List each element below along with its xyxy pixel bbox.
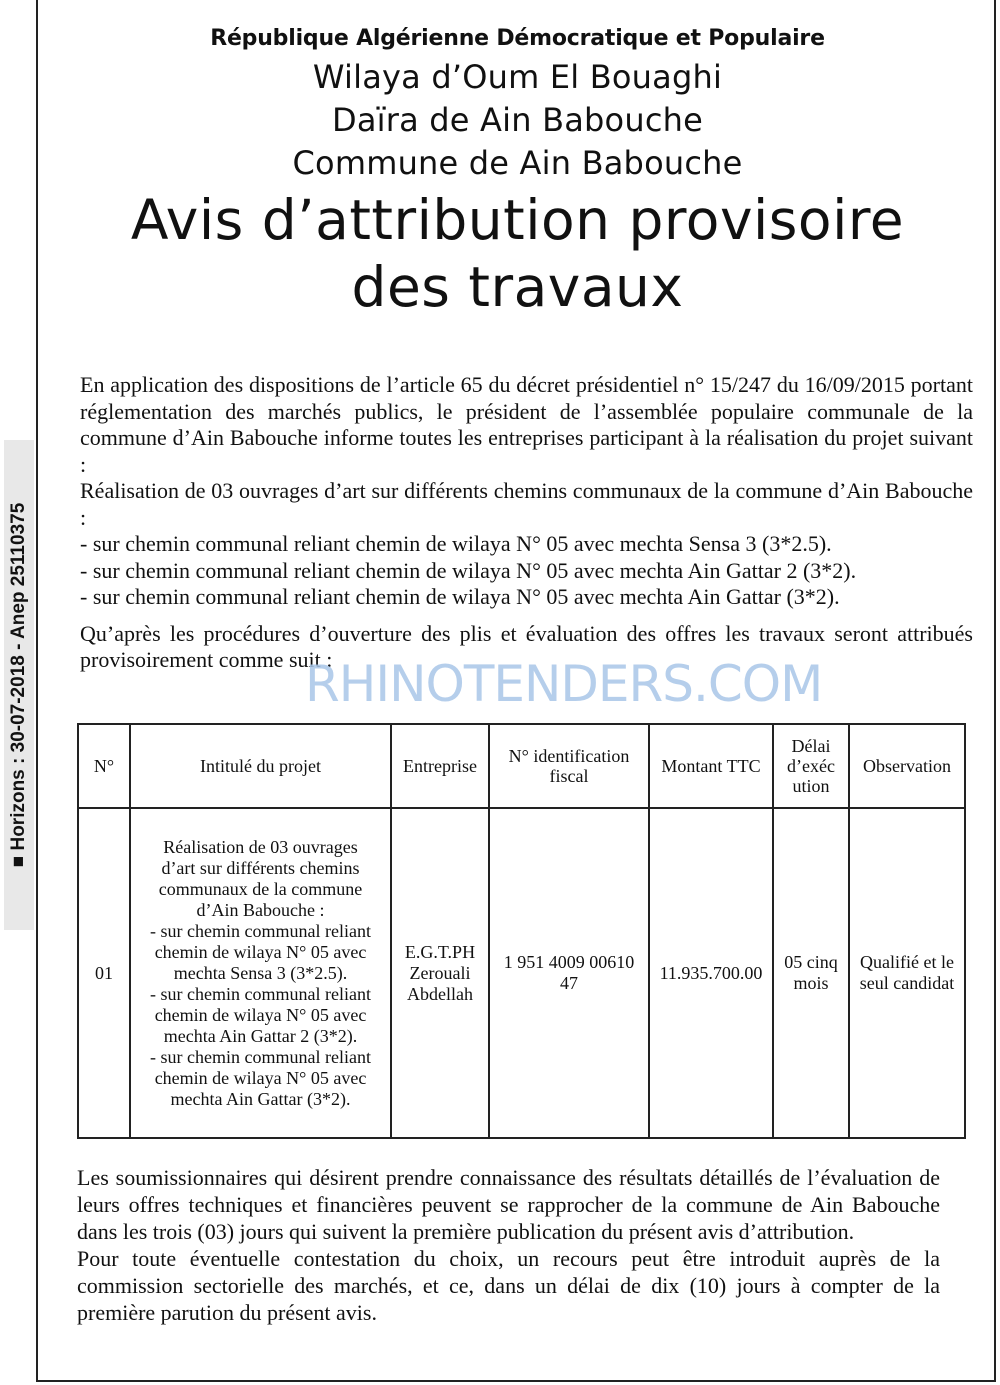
table-header-row: [78, 724, 965, 808]
outro-section: [77, 1164, 940, 1326]
project-line: - sur chemin communal reliant: [150, 920, 371, 941]
project-line: mechta Sensa 3 (3*2.5).: [173, 962, 348, 983]
project-line: chemin de wilaya N° 05 avec: [154, 941, 367, 962]
project-line: mechta Ain Gattar 2 (3*2).: [163, 1025, 358, 1046]
project-line: - sur chemin communal reliant: [150, 1046, 371, 1067]
project-description: Réalisation de 03 ouvrages d’art sur différents chemins communaux de la commune d’Ain Babouche :: [80, 478, 973, 530]
header-number: N°: [78, 724, 130, 808]
cell-observation: Qualifié et le seul candidat: [849, 808, 965, 1138]
results-paragraph: Les soumissionnaires qui désirent prendre connaissance des résultats détaillés de l’évaluation de leurs offres techniques et financières peuvent se rapprocher de la commune de Ain Babouche dans les trois (03) jours qui suivent la première publication du présent avis d’attribution.: [77, 1165, 940, 1244]
cell-tax-id: 1 951 4009 00610 47: [489, 808, 649, 1138]
project-line: Réalisation de 03 ouvrages: [163, 836, 358, 857]
intro-section: [80, 372, 973, 674]
republic-line: République Algérienne Démocratique et Populaire: [210, 26, 825, 51]
title-line-2: des travaux: [351, 255, 684, 319]
project-item-2: - sur chemin communal reliant chemin de wilaya N° 05 avec mechta Ain Gattar 2 (3*2).: [80, 557, 857, 583]
attribution-table: [77, 723, 966, 1139]
cell-company: E.G.T.PH Zerouali Abdellah: [391, 808, 489, 1138]
project-item-1: - sur chemin communal reliant chemin de wilaya N° 05 avec mechta Sensa 3 (3*2.5).: [80, 531, 832, 556]
header-company: Entreprise: [391, 724, 489, 808]
notice-header: [40, 22, 995, 321]
side-margin: [0, 0, 36, 1385]
project-line: d’Ain Babouche :: [196, 899, 325, 920]
project-line: chemin de wilaya N° 05 avec: [154, 1004, 367, 1025]
wilaya-line: Wilaya d’Oum El Bouaghi: [312, 58, 723, 96]
project-line: - sur chemin communal reliant: [150, 983, 371, 1004]
cell-delay: 05 cinq mois: [773, 808, 849, 1138]
watermark: RHINOTENDERS.COM: [305, 655, 823, 713]
intro-paragraph: En application des dispositions de l’article 65 du décret présidentiel n° 15/247 du 16/09/2015 portant réglementation des marchés publics, le président de l’assemblée populaire communale de la commune d’Ain Babouche informe toutes les entreprises participant à la réalisation du projet suivant :: [80, 372, 973, 477]
project-line: mechta Ain Gattar (3*2).: [170, 1088, 351, 1109]
cell-number: 01: [78, 808, 130, 1138]
project-line: chemin de wilaya N° 05 avec: [154, 1067, 367, 1088]
cell-amount: 11.935.700.00: [649, 808, 773, 1138]
header-tax-id: N° identification fiscal: [489, 724, 649, 808]
title-line-1: Avis d’attribution provisoire: [130, 188, 905, 252]
notice-title: [40, 187, 995, 321]
header-delay: Délai d’exéc ution: [773, 724, 849, 808]
attribution-paragraph: Qu’après les procédures d’ouverture des plis et évaluation des offres les travaux seront attribués provisoirement comme suit :: [80, 620, 973, 672]
table-row: [78, 808, 965, 1138]
side-publication-label: ■ Horizons : 30-07-2018 - Anep 25110375: [8, 502, 29, 868]
header-project: Intitulé du projet: [130, 724, 391, 808]
commune-line: Commune de Ain Babouche: [292, 144, 743, 182]
appeal-paragraph: Pour toute éventuelle contestation du choix, un recours peut être introduit auprès de la commission sectorielle des marchés, et ce, dans un délai de dix (10) jours à compter de la première parution du présent avis.: [77, 1246, 940, 1325]
project-line: communaux de la commune: [158, 878, 363, 899]
header-observation: Observation: [849, 724, 965, 808]
project-item-3: - sur chemin communal reliant chemin de wilaya N° 05 avec mechta Ain Gattar (3*2).: [80, 584, 840, 609]
daira-line: Daïra de Ain Babouche: [332, 101, 703, 139]
project-line: d’art sur différents chemins: [161, 857, 360, 878]
cell-project: [130, 808, 391, 1138]
header-amount: Montant TTC: [649, 724, 773, 808]
